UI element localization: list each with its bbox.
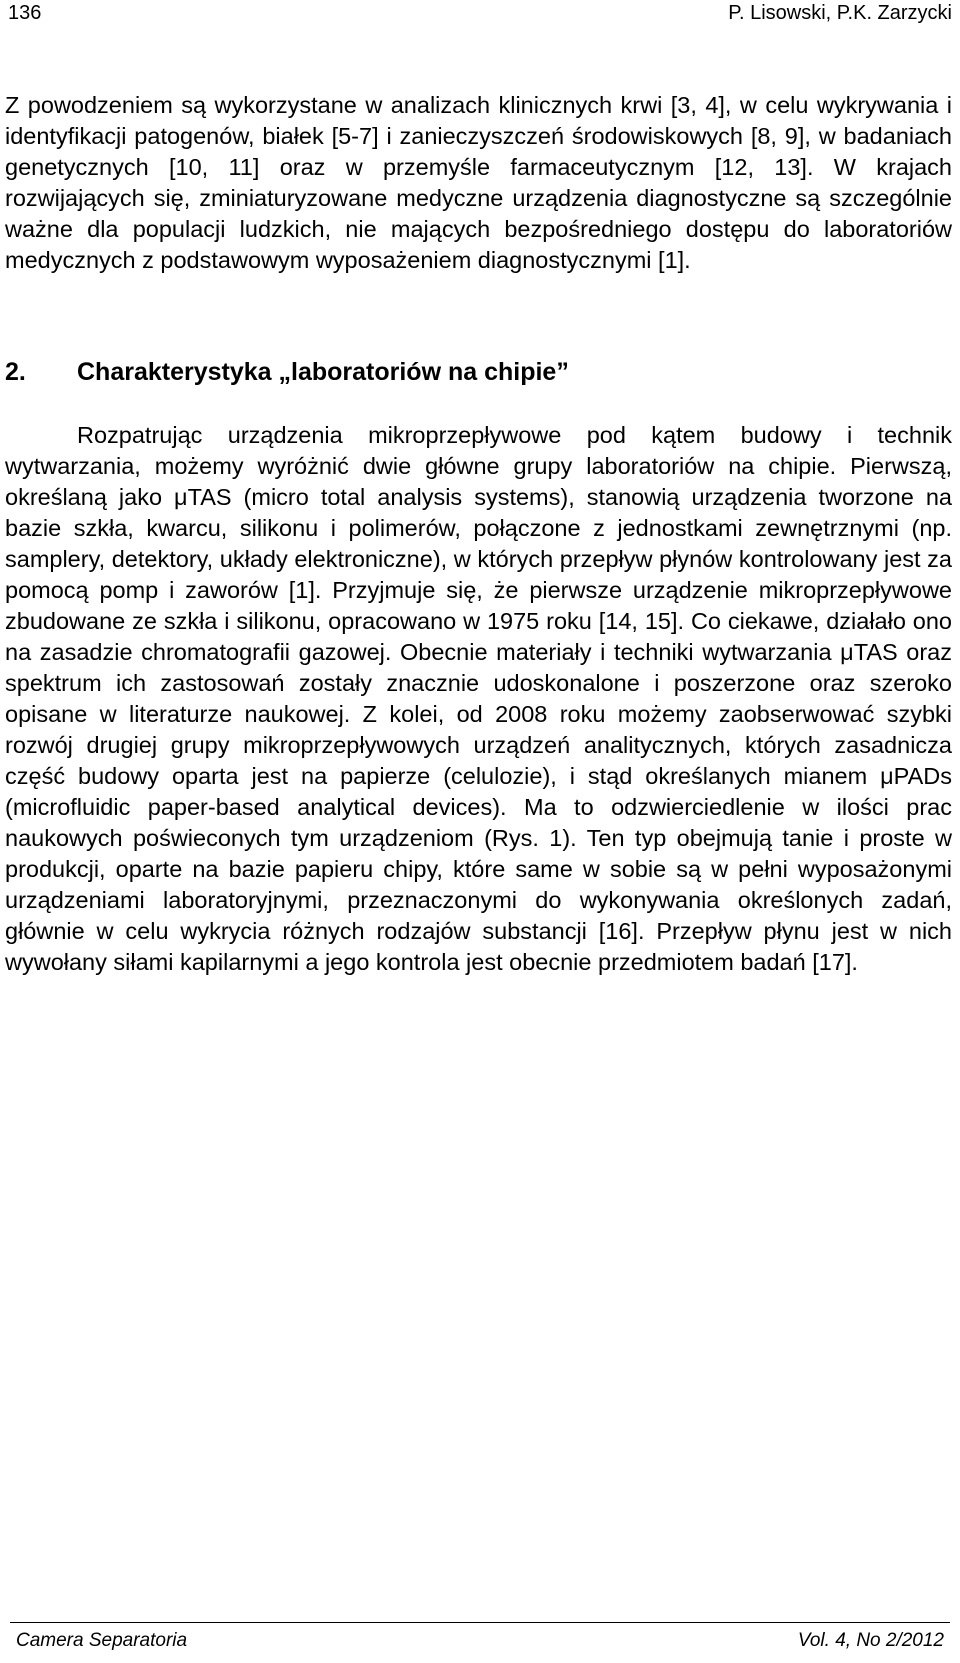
running-head-authors: P. Lisowski, P.K. Zarzycki xyxy=(728,2,952,24)
page-footer xyxy=(16,1630,944,1658)
section-heading xyxy=(5,355,569,389)
section-title: Charakterystyka „laboratoriów na chipie” xyxy=(77,358,569,386)
section-2-paragraph: Rozpatrując urządzenia mikroprzepływowe pod kątem budowy i technik wytwarzania, możemy wyróżnić dwie główne grupy laboratoriów na chipie. Pierwszą, określaną jako μTAS (micro total analysis systems), stanowią urządzenia tworzone na bazie szkła, kwarcu, silikonu i polimerów, połączone z jednostkami zewnętrznymi (np. samplery, detektory, układy elektroniczne), w których przepływ płynów kontrolowany jest za pomocą pomp i zaworów [1]. Przyjmuje się, że pierwsze urządzenie mikroprzepływowe zbudowane ze szkła i silikonu, opracowano w 1975 roku [14, 15]. Co ciekawe, działało ono na zasadzie chromatografii gazowej. Obecnie materiały i techniki wytwarzania μTAS oraz spektrum ich zastosowań zostały znacznie udoskonalone i poszerzone oraz szeroko opisane w literaturze naukowej. Z kolei, od 2008 roku możemy zaobserwować szybki rozwój drugiej grupy mikroprzepływowych urządzeń analitycznych, których zasadnicza część budowy oparta jest na papierze (celulozie), i stąd określanych mianem μPADs (microfluidic paper-based analytical devices). Ma to odzwierciedlenie w ilości prac naukowych poświeconych tym urządzeniom (Rys. 1). Ten typ obejmują tanie i proste w produkcji, oparte na bazie papieru chipy, które same w sobie są w pełni wyposażonymi urządzeniami laboratoryjnymi, przeznaczonymi do wykonywania określonych zadań, głównie w celu wykrycia różnych rodzajów substancji [16]. Przepływ płynu jest w nich wywołany siłami kapilarnymi a jego kontrola jest obecnie przedmiotem badań [17]. xyxy=(5,422,952,975)
section-number: 2. xyxy=(5,358,26,386)
page-header xyxy=(8,2,952,32)
footer-divider xyxy=(10,1622,950,1623)
footer-journal-name: Camera Separatoria xyxy=(16,1630,188,1651)
page-number: 136 xyxy=(8,2,42,24)
footer-volume: Vol. 4, No 2/2012 xyxy=(797,1630,944,1651)
intro-paragraph: Z powodzeniem są wykorzystane w analizach klinicznych krwi [3, 4], w celu wykrywania i identyfikacji patogenów, białek [5-7] i zanieczyszczeń środowiskowych [8, 9], w badaniach genetycznych [10, 11] oraz w przemyśle farmaceutycznym [12, 13]. W krajach rozwijających się, zminiaturyzowane medyczne urządzenia diagnostyczne są szczególnie ważne dla populacji ludzkich, nie mających bezpośredniego dostępu do laboratoriów medycznych z podstawowym wyposażeniem diagnostycznymi [1]. xyxy=(5,92,952,273)
